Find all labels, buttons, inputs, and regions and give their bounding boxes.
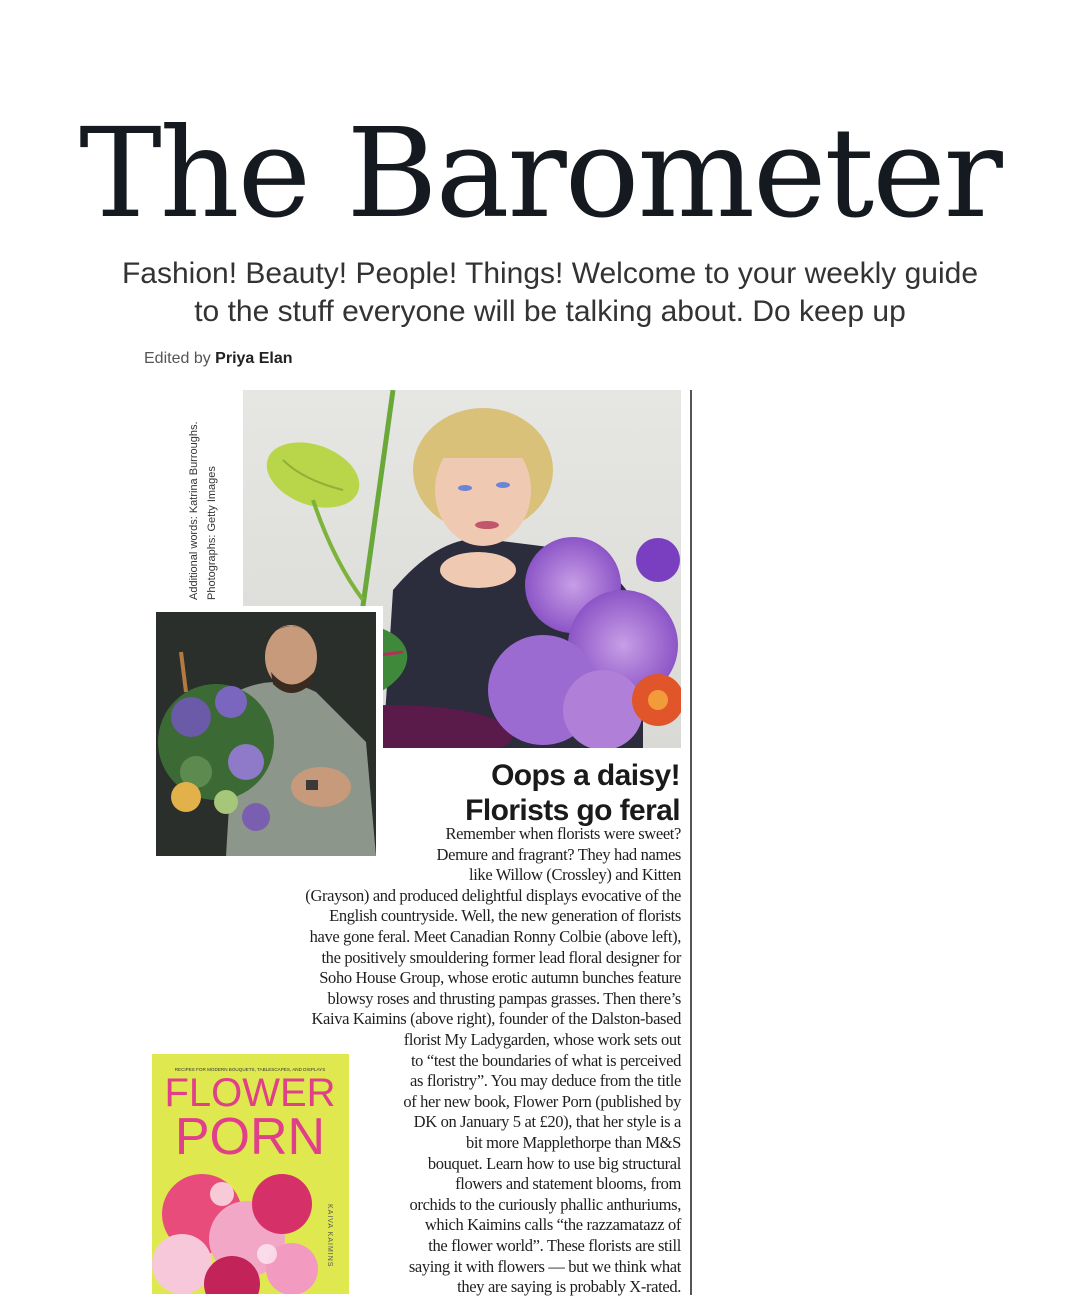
- body-line: orchids to the curiously phallic anthuriums,: [409, 1194, 681, 1214]
- book-title-line-1: FLOWER: [164, 1071, 336, 1115]
- headline-line-2: Florists go feral: [465, 794, 680, 827]
- book-tagline: RECIPES FOR MODERN BOUQUETS, TABLESCAPES, AND DISPLAYS: [174, 1067, 326, 1072]
- body-line: they are saying is probably X-rated.: [457, 1277, 681, 1297]
- editor-credit: [144, 350, 293, 368]
- credit-line-1: Additional words: Katrina Burroughs.: [188, 421, 200, 600]
- standfirst: [100, 255, 1000, 331]
- body-line: (Grayson) and produced delightful displays evocative of the: [305, 885, 681, 905]
- body-line: florist My Ladygarden, whose work sets out: [403, 1030, 681, 1049]
- body-line: flowers and statement blooms, from: [455, 1174, 681, 1194]
- editor-name: Priya Elan: [215, 350, 293, 367]
- body-line: Demure and fragrant? They had names: [436, 844, 681, 864]
- body-line: of her new book, Flower Porn (published by: [403, 1091, 681, 1111]
- column-rule: [690, 390, 692, 1295]
- masthead-title: The Barometer: [79, 102, 1001, 246]
- body-line: bouquet. Learn how to use big structural: [427, 1153, 681, 1173]
- body-line: which Kaimins calls “the razzamatazz of: [424, 1215, 681, 1235]
- body-line: to “test the boundaries of what is perceived: [410, 1050, 681, 1070]
- credit-line-2: Photographs: Getty Images: [206, 466, 218, 600]
- body-line: Soho House Group, whose erotic autumn bunches feature: [319, 968, 681, 988]
- photo-florist-ronny: [150, 606, 383, 858]
- standfirst-line-2: to the stuff everyone will be talking about. Do keep up: [194, 295, 906, 328]
- body-line: Remember when florists were sweet?: [445, 824, 681, 843]
- photo-florist-ronny-image: [156, 612, 376, 856]
- body-line: Kaiva Kaimins (above right), founder of the Dalston-based: [311, 1009, 681, 1029]
- article-headline: [400, 758, 680, 828]
- book-spine-author: KAIVA KAIMINS: [326, 1204, 333, 1268]
- editor-prefix: Edited by: [144, 350, 211, 367]
- body-line: the flower world”. These florists are still: [428, 1236, 681, 1255]
- body-line: the positively smouldering former lead floral designer for: [321, 947, 681, 967]
- body-line: DK on January 5 at £20), that her style is a: [413, 1112, 681, 1132]
- book-cover-image: [152, 1054, 349, 1294]
- body-line: blowsy roses and thrusting pampas grasses. Then there’s: [327, 988, 681, 1008]
- standfirst-line-1: Fashion! Beauty! People! Things! Welcome to your weekly guide: [121, 257, 979, 290]
- book-cover-flower-porn: [152, 1054, 349, 1294]
- body-line: bit more Mapplethorpe than M&S: [466, 1133, 681, 1152]
- headline-line-1: Oops a daisy!: [491, 759, 680, 792]
- photo-credits: [185, 410, 230, 600]
- body-line: English countryside. Well, the new generation of florists: [329, 906, 681, 926]
- body-line: have gone feral. Meet Canadian Ronny Colbie (above left),: [309, 927, 681, 946]
- book-title-line-2: PORN: [174, 1108, 326, 1166]
- body-line: as floristry”. You may deduce from the title: [410, 1071, 681, 1091]
- body-line: saying it with flowers — but we think what: [408, 1256, 681, 1276]
- body-line: like Willow (Crossley) and Kitten: [468, 865, 681, 885]
